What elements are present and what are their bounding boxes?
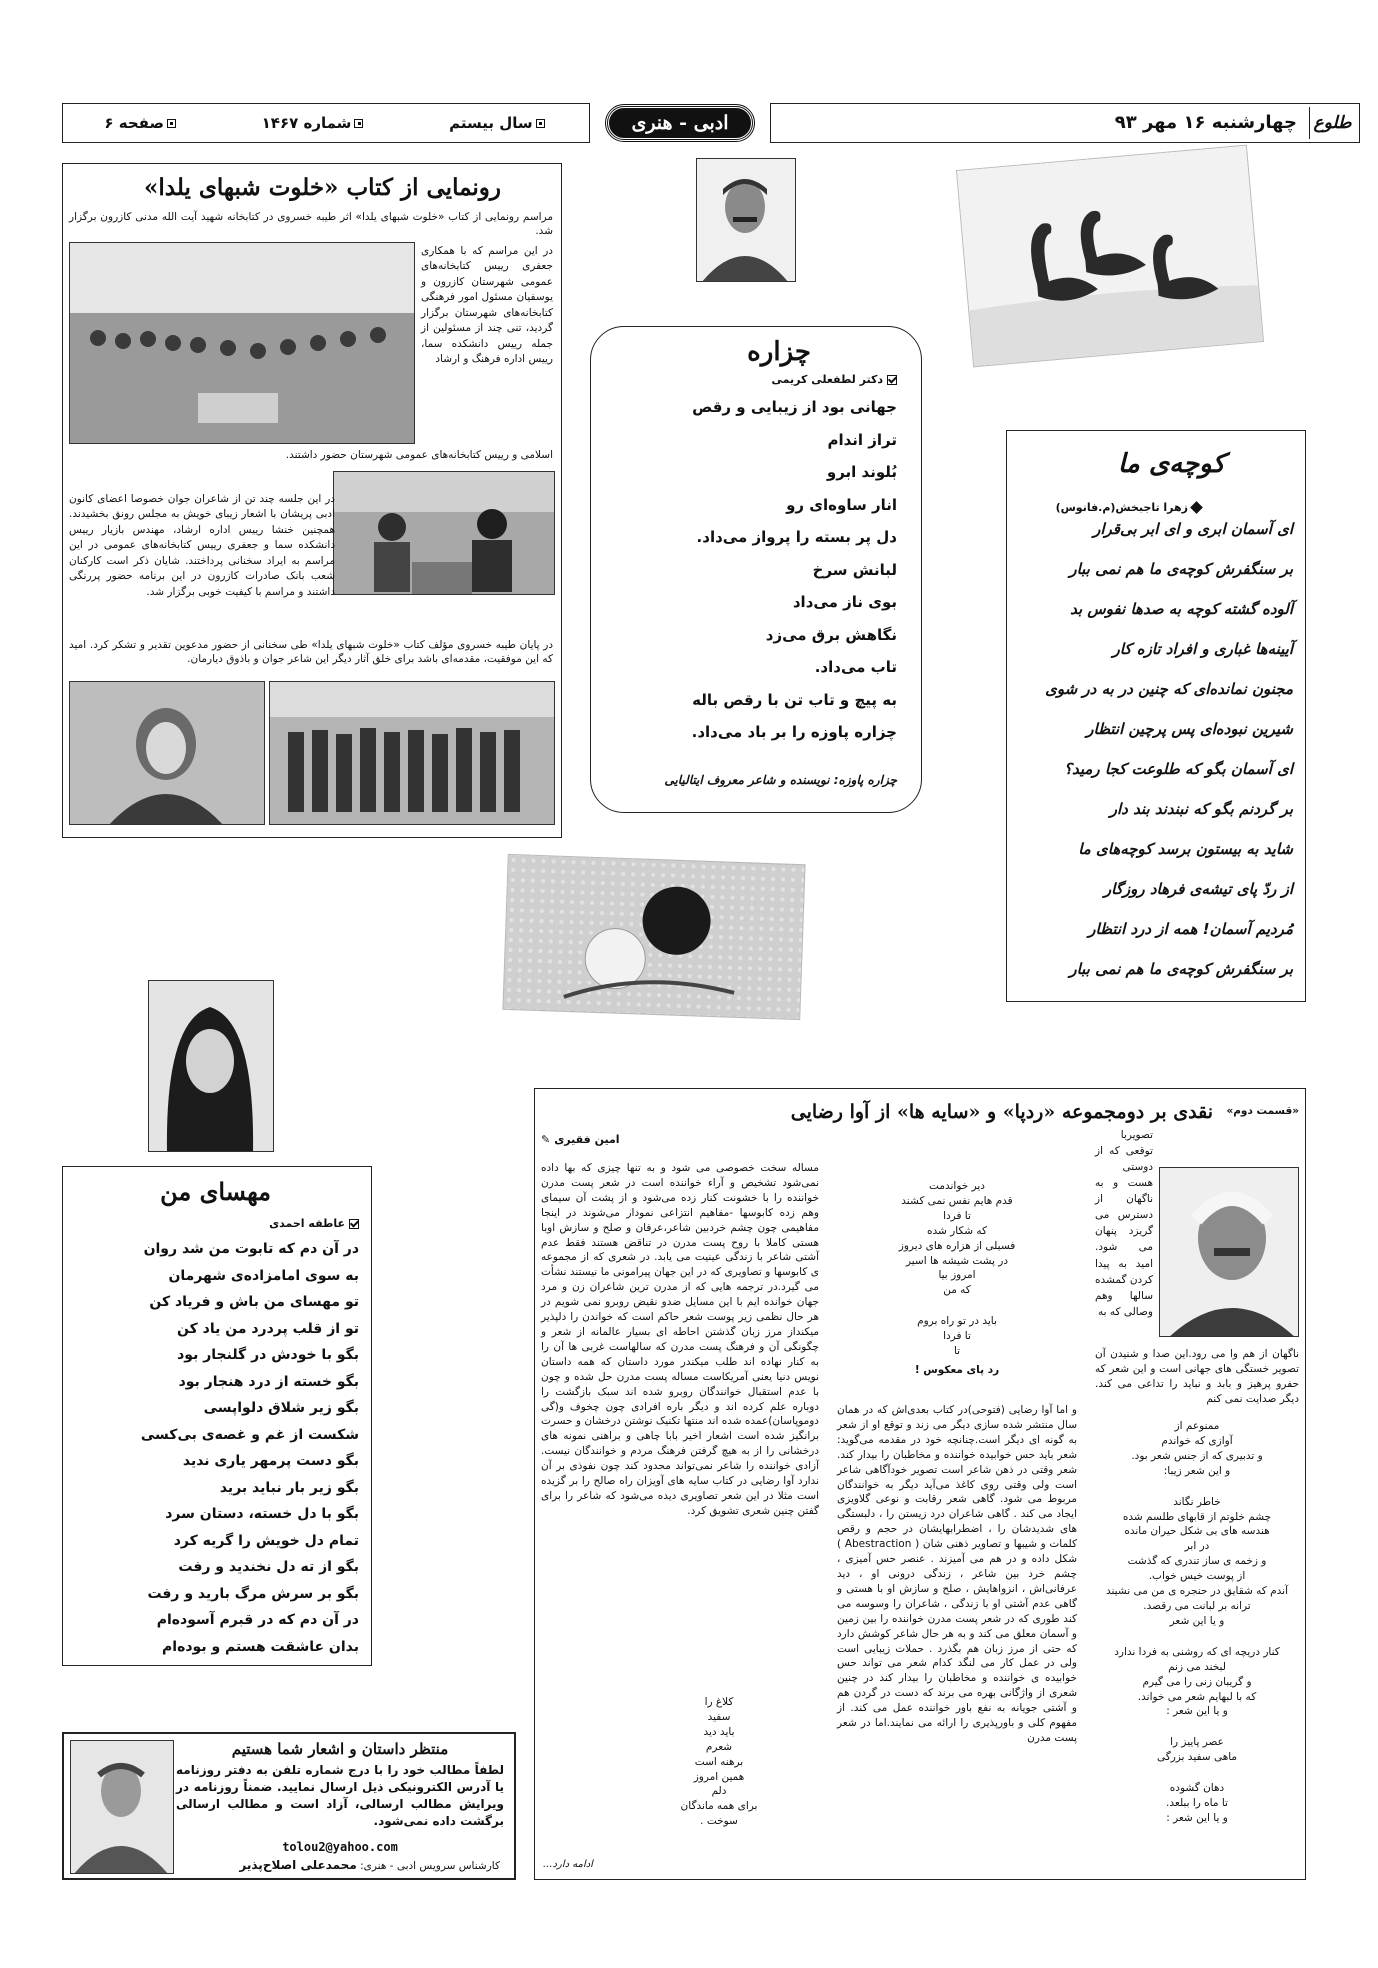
poem-line: دهان گشوده: [1169, 1782, 1225, 1795]
mahsa-line: به سوی امامزاده‌ی شهرمان: [168, 1267, 359, 1284]
poem-line: سفید: [707, 1710, 731, 1723]
mahsa-line: تو مهسای من باش و فریاد کن: [149, 1294, 359, 1310]
jezareh-line: تراز اندام: [827, 430, 897, 449]
koucheh-author: زهرا تاجبخش(م.فانوس): [1056, 501, 1201, 514]
mahsa-author: عاطفه احمدی: [269, 1217, 359, 1230]
mahsa-line: بگو دست پرمهر یاری ندید: [182, 1453, 359, 1469]
critique-author-photo: [1159, 1167, 1299, 1337]
header-issue-box: [62, 103, 590, 143]
jezareh-line: تاب می‌داد.: [814, 658, 897, 676]
poem-line: در ابر: [1184, 1540, 1210, 1553]
poem-line: و یا این شعر: [1169, 1614, 1225, 1627]
poem-line: ممنوعم از: [1174, 1420, 1220, 1432]
mahsa-line: تو از قلب پردرد من یاد کن: [177, 1320, 359, 1337]
jezareh-line: جهانی بود از زیبایی و رقص: [692, 398, 897, 416]
speaker-podium-illustration: [333, 472, 554, 595]
pen-icon: ✎: [541, 1133, 551, 1146]
koucheh-line: ای آسمان ابری و ای ابر بی‌قرار: [1093, 520, 1293, 538]
mahsa-line: بگو خسته از درد هنجار بود: [178, 1373, 359, 1390]
poem-line: ماهی سفید بزرگی: [1156, 1751, 1238, 1764]
guests-group-illustration: [269, 682, 554, 825]
poem-line: هندسه های بی شکل حیران مانده: [1124, 1525, 1270, 1538]
poem-line: قدم هایم نفس نمی کشند: [901, 1194, 1013, 1207]
jezareh-line: بُلوند ابرو: [826, 463, 897, 481]
koucheh-line: از ردّ پای تیشه‌ی فرهاد روزگار: [1103, 880, 1293, 898]
koucheh-title: کوچه‌ی ما: [1117, 449, 1225, 479]
jezareh-line: نگاهش برق می‌زد: [765, 625, 897, 644]
jezareh-author: دکتر لطفعلی کریمی: [772, 373, 898, 386]
poem-line: و زخمه ی ساز تندری که گذشت: [1127, 1555, 1267, 1568]
poet-ahmadi-photo: [148, 980, 274, 1152]
koucheh-line: بر سنگفرش کوچه‌ی ما هم نمی ببار: [1069, 560, 1293, 578]
critique-author: امین فقیری ✎: [541, 1133, 620, 1146]
poem-line: و یا این شعر :: [1166, 1705, 1228, 1718]
critique-col2-main: و اما آوا رضایی (فتوحی)در کتاب بعدی‌اش که در همان سال منتشر شده سازی دیگر می زند و توقع او از شعر به گونه ای دیگر است.چنانچه خود در مقدمه می‌گوید: شعر باید حس خوابیده خواننده و مخاطبان را بیدار کند. شعر وقتی در ذهن شاعر است تصویر خودآگاهی شاعر است ولی وقتی روی کاغذ می‌آید دیگر به خوانندگان مربوط می شود. گاهی شعر رقابت و نوعی گلاویزی ایجاد می کند . گاهی شاعران درد زیستن را ، دلبستگی های شدیدشان را ، اضطرابهایشان در حجم و رقص کلمات و شیبها و تصاویر ذهنی شان ( Abestraction ) شکل داده و در هم می آمیزند . عنصر حس آمیزی ، چشم خرد بین شاعر ، زندگی درونی او ، دید عرفانی‌اش ، انزواهایش ، صلح و سازش او با هستی و گاهی عدم آشتی او با زندگی ، شاعران را وسوسه می کند طوری که در شعر پست مدرن خواننده را بین زمین و آسمان معلق می کند و به هر حال شاعر کوشش دارد که حتی از مرز زبان هم بگذرد . حملات زیبایی است ولی در عمل کار می لنگد کدام شعر می تواند حس خوابیده ی خواننده و مخاطبان را بیدار کند در چنین شعری از واژگانی بهره می برند که دست در گردن هم و آشتی جویانه به نفع باور خواننده عمل می کند. از مفهوم کلی و باورپذیری را ارائه می نمایند.اما در شعر پست مدرن: [837, 1404, 1077, 1744]
swans-illustration: [957, 146, 1263, 367]
poet-karimi-illustration: [696, 159, 795, 282]
section-label: ادبی - هنری: [606, 105, 753, 141]
roses-illustration: [503, 855, 804, 1019]
speaker-podium-photo: [333, 471, 555, 595]
poem-line: و گریبان زنی را می گیرم: [1142, 1675, 1252, 1688]
mahsa-line: بگو با خودش در گلنجار بود: [177, 1347, 359, 1363]
jezareh-footnote: چزاره پاوزه: نویسنده و شاعر معروف ایتالیایی: [664, 773, 897, 787]
mahsa-line: در آن دم که تابوت من شد روان: [143, 1241, 359, 1257]
poem-line: خاطر نگاند: [1173, 1495, 1221, 1508]
critique-subheading: رد پای معکوس !: [914, 1363, 1000, 1376]
mahsa-line: تمام دل خویش را گریه کرد: [173, 1532, 359, 1549]
poem-line: آوازی که خواندم: [1161, 1434, 1233, 1447]
issue-number: شماره ۱۴۶۷: [262, 114, 367, 132]
jezareh-line: به پیچ و تاب تن با رقص باله: [692, 690, 897, 709]
poem-line: باید دید: [703, 1725, 735, 1738]
critique-article: [534, 1088, 1306, 1880]
poem-line: کنار دریچه ای که روشنی به فردا ندارد: [1114, 1645, 1280, 1658]
ad-footer: [239, 1858, 500, 1872]
jezareh-poem-box: [590, 326, 922, 813]
issue-date: چهارشنبه ۱۶ مهر ۹۳: [1114, 112, 1297, 133]
critique-col1-top: تصویربا توقعی که از دوستی هست و به ناگهان از دسترس می گریزد پنهان می شود. امید به پیدا کردن گمشده سالها وهم وصالی که به: [1095, 1129, 1153, 1318]
poem-line: دیر خواندمت: [929, 1180, 985, 1192]
ad-footer-name: محمدعلی اصلاح‌پذیر: [239, 1858, 357, 1872]
critique-title: نقدی بر دومجموعه «ردپا» و «سایه ها» از آوا رضایی: [790, 1101, 1213, 1123]
jezareh-line: دل پر بسته را پرواز می‌داد.: [696, 528, 897, 546]
unveiling-side-text-2: اسلامی و رییس کتابخانه‌های عمومی شهرستان حضور داشتند.: [285, 449, 553, 461]
koucheh-lines: [1013, 521, 1293, 1001]
mahsa-line: بگو از ته دل نخندید و رفت: [178, 1559, 359, 1575]
jezareh-lines: [607, 399, 897, 757]
koucheh-line: بر سنگفرش کوچه‌ی ما هم نمی ببار: [1069, 960, 1293, 978]
jezareh-title: چزاره: [747, 337, 811, 367]
koucheh-line: شاید به بیستون برسد کوچه‌های ما: [1078, 840, 1293, 858]
jezareh-line: انار ساوه‌ای رو: [786, 495, 897, 514]
critique-col2-poem: [837, 1179, 1077, 1378]
mahsa-line: در آن دم که در قبرم آسوده‌ام: [156, 1612, 359, 1628]
poem-line: تا ماه را ببلعد.: [1166, 1797, 1228, 1810]
poem-line: برهنه است: [694, 1755, 744, 1768]
unveiling-side-text: در این مراسم که با همکاری جعفری رییس کتابخانه‌های عمومی شهرستان کازرون و یوسفیان مسئول امور فرهنگی کتابخانه‌های شهرستان برگزار گردید، تنی چند از مسئولین از جمله رییس دانشکده سما، رییس اداره فرهنگ و ارشاد: [421, 245, 553, 365]
ad-title: منتظر داستان و اشعار شما هستیم: [231, 1740, 449, 1758]
poem-line: تا فردا: [943, 1209, 971, 1222]
poem-line: آندم که شقایق در حنجره ی من می نشیند: [1106, 1585, 1288, 1598]
critique-part: «قسمت دوم»: [1226, 1105, 1299, 1117]
unveiling-intro: مراسم رونمایی از کتاب «خلوت شبهای یلدا» اثر طیبه خسروی در کتابخانه شهید آیت الله مدنی کازرون برگزار شد.: [69, 211, 553, 238]
ad-body: لطفاً مطالب خود را با درج شماره تلفن به دفتر روزنامه یا آدرس الکترونیکی ذیل ارسال نمایید. ضمناً روزنامه در ویرایش مطالب ارسالی، آزاد است و مطالب ارسالی برگشت داده نمی‌شود.: [176, 1763, 504, 1829]
poem-line: شعرم: [705, 1740, 733, 1753]
masthead-logo: طلوع: [1309, 107, 1355, 139]
koucheh-poem-box: [1006, 430, 1306, 1002]
diamond-icon: [1190, 501, 1203, 514]
ceremony-hall-photo: [69, 242, 415, 444]
unveiling-closing-text: در پایان طیبه خسروی مؤلف کتاب «خلوت شبهای یلدا» طی سخنانی از حضور مدعوین تقدیر و تشکر کرد. امید که این موفقیت، مقدمه‌ای باشد برای خلق آثار دیگر این شاعر جوان و باذوق دیارمان.: [69, 639, 553, 666]
submissions-ad-box: [62, 1732, 516, 1880]
poem-line: فسیلی از هزاره های دیروز: [898, 1239, 1016, 1252]
header-date-box: [770, 103, 1360, 143]
author-portrait-photo: [69, 681, 265, 825]
ceremony-hall-illustration: [69, 243, 414, 444]
poem-line: دلم: [711, 1785, 727, 1798]
koucheh-line: شیرین نبوده‌ای پس پرچین انتظار: [1086, 720, 1293, 738]
poem-line: سوخت .: [700, 1815, 738, 1828]
poem-line: که من: [943, 1284, 971, 1297]
poem-line: تا فردا: [943, 1330, 971, 1343]
poet-ahmadi-illustration: [148, 981, 273, 1152]
mahsa-poem-box: [62, 1166, 372, 1666]
poem-line: و تدبیری که از جنس شعر بود.: [1131, 1449, 1263, 1462]
roses-photo: [503, 855, 804, 1019]
mahsa-line: بدان عاشقت هستم و بوده‌ام: [162, 1638, 359, 1655]
poem-line: و یا این شعر :: [1166, 1811, 1228, 1824]
poem-line: امروز بیا: [938, 1269, 976, 1282]
mahsa-title: مهسای من: [160, 1177, 271, 1206]
critique-author-illustration: [1159, 1168, 1298, 1337]
issue-year: سال بیستم: [449, 114, 548, 132]
poem-line: باید در تو راه بروم: [917, 1315, 997, 1328]
poem-line: برای همه ماندگان: [680, 1800, 758, 1813]
critique-col1-main: ناگهان از هم وا می رود.این صدا و شنیدن آن تصویر خستگی های جهانی است و این شعر که حفرو پرهیز و بابد و نباید را تداعی می کند. دیگر صدایت نمی کنم: [1095, 1348, 1299, 1405]
section-banner: [590, 103, 770, 143]
unveiling-article: [62, 163, 562, 838]
ad-footer-label: کارشناس سرویس ادبی - هنری:: [360, 1860, 500, 1872]
jezareh-line: لبانش سرخ: [812, 560, 897, 579]
poem-line: لبخند می زنم: [1168, 1660, 1226, 1673]
ad-email: tolou2@yahoo.com: [282, 1840, 398, 1854]
page-number: صفحه ۶: [104, 114, 179, 132]
unveiling-body-text: در این جلسه چند تن از شاعران جوان خصوصا اعضای کانون ادبی پریشان با اشعار زیبای خویش به مجلس رونق بخشیدند. همچنین خنشا رییس اداره ارشاد، مهندس بازیار رییس دانشکده سما و جعفری رییس کتابخانه‌های عمومی در این مراسم به ایراد سخنانی پرداختند. شایان ذکر است کارکنان شعب بانک صادرات کازرون در این برنامه حضور پررنگی داشتند و مراسم با کیفیت خوبی برگزار شد.: [69, 493, 335, 598]
koucheh-line: آلوده گشته کوچه به صدها نفوس بد: [1070, 600, 1293, 618]
checkbox-icon: [887, 375, 897, 385]
mahsa-line: بگو زیر شلاق دلواپسی: [203, 1400, 359, 1416]
koucheh-line: آیینه‌ها غباری و افراد تازه کار: [1112, 640, 1293, 658]
continued-note: ادامه دارد...: [543, 1859, 593, 1870]
koucheh-line: مُردیم آسمان! همه از درد انتظار: [1088, 920, 1293, 938]
poem-line: که با لبهایم شعر می خواند.: [1137, 1690, 1257, 1703]
poem-line: و این شعر زیبا:: [1163, 1464, 1231, 1477]
poet-karimi-photo: [696, 158, 796, 282]
poem-line: کلاغ را: [704, 1696, 734, 1708]
koucheh-line: مجنون نمانده‌ای که چنین در به در شوی: [1045, 680, 1293, 698]
guests-group-photo: [269, 681, 555, 825]
poem-line: تا: [953, 1345, 961, 1358]
jezareh-line: بوی ناز می‌داد: [792, 593, 897, 611]
poem-line: عصر پاییز را: [1170, 1736, 1224, 1749]
mahsa-line: بگو با دل خسته، دستان سرد: [165, 1506, 359, 1522]
poem-line: از پوست خیس خواب.: [1148, 1570, 1246, 1583]
poem-line: همین امروز: [693, 1770, 745, 1783]
koucheh-line: بر گردنم بگو که نبندند بند دار: [1109, 800, 1293, 818]
poem-line: چشم خلوتم از قابهای طلسم شده: [1122, 1510, 1272, 1523]
poem-line: ترانه بر لبانت می رقصد.: [1143, 1599, 1251, 1612]
mahsa-lines: [69, 1241, 359, 1665]
author-portrait-illustration: [69, 682, 264, 825]
jezareh-line: چزاره پاوزه را بر باد می‌داد.: [691, 723, 897, 741]
editor-portrait-illustration: [70, 1741, 173, 1874]
mahsa-line: شکست از غم و غصه‌ی بی‌کسی: [140, 1426, 359, 1443]
checkbox-icon: [349, 1219, 359, 1229]
editor-portrait-photo: [70, 1740, 174, 1874]
poem-line: در پشت شیشه ها اسیر: [905, 1254, 1009, 1267]
unveiling-title: رونمایی از کتاب «خلوت شبهای یلدا»: [144, 174, 501, 201]
poem-line: که شکار شده: [927, 1224, 987, 1237]
critique-col3-poem: [619, 1695, 819, 1829]
critique-col3-main: مساله سخت خصوصی می شود و به تنها چیزی که بها داده نمی‌شود تشخیص و آراء خواننده است در شعر پست مدرن خواننده را با خشونت کنار زده می‌شود و از پشت آن سیمای وهم زده کابوسها -مفاهیم انتزاعی نمودار می‌شوند در اینجا مفاهیمی چون چشم خردبین شاعر،عرفان و صلح و سازش اوبا هستی کاملا با روح پست مدرن در تناقض هستند فقط عدم آشتی شاعر با زندگی عینیت می یابد. در شعری که از مجموعه ی کابوسها و تصاویری که در این جهان پیرامونی ما نیستند نشأت می گیرد.در ترجمه هایی که از مدرن ترین شاعران زن و مرد جهان خوانده ایم با این مسایل ضدو نقیض روبرو نمی شویم در هر حال نظمی زیر پوست شعر حاکم است که خواندن را دلپذیر میکنداز مرز زبان گذشتن احاطه ای بسیار عالمانه از شعر و چگونگی آن و فرهنگ پست مدرن که سالهاست غربی ها آن را به کنار نهاده اند طلب میکندر مورد داستان که همه داستان نویس دنیا یعنی آمریکاست مساله پست مدرن حل شده و چون با عدم استقبال خوانندگان روبرو شده اند سبک بازگشت را دوباره علم کرده اند و دیگر باره افرادی چون چخوف و(گی دوموپاسان)عمده شده اند منتها تکنیک نوشتن درخشان و حسرت برانگیز شده است اشعار اخیر بابا چاهی و براهنی نمونه های درخشانی را از به هیچ گرفتن فرهنگ مردم و خوانندگان نیست. آزادی خواننده را شاعر نمی‌تواند محدود کند چون نفوذی بر آن ندارد آوا رضایی در کتاب سایه های آویزان راه صالح را بر گزیده است مثلا در این شعر تصاویری دیده می‌شود که شاعر را برای گفتن چنین شعری تشویق کرد.: [541, 1162, 819, 1517]
swans-photo: [957, 146, 1263, 367]
mahsa-line: بگو زیر بار نباید برید: [219, 1479, 359, 1496]
mahsa-line: بگو بر سرش مرگ بارید و رفت: [147, 1585, 359, 1602]
koucheh-line: ای آسمان بگو که طلوعت کجا رمید؟: [1064, 760, 1293, 778]
critique-col1-poems: [1095, 1419, 1299, 1826]
